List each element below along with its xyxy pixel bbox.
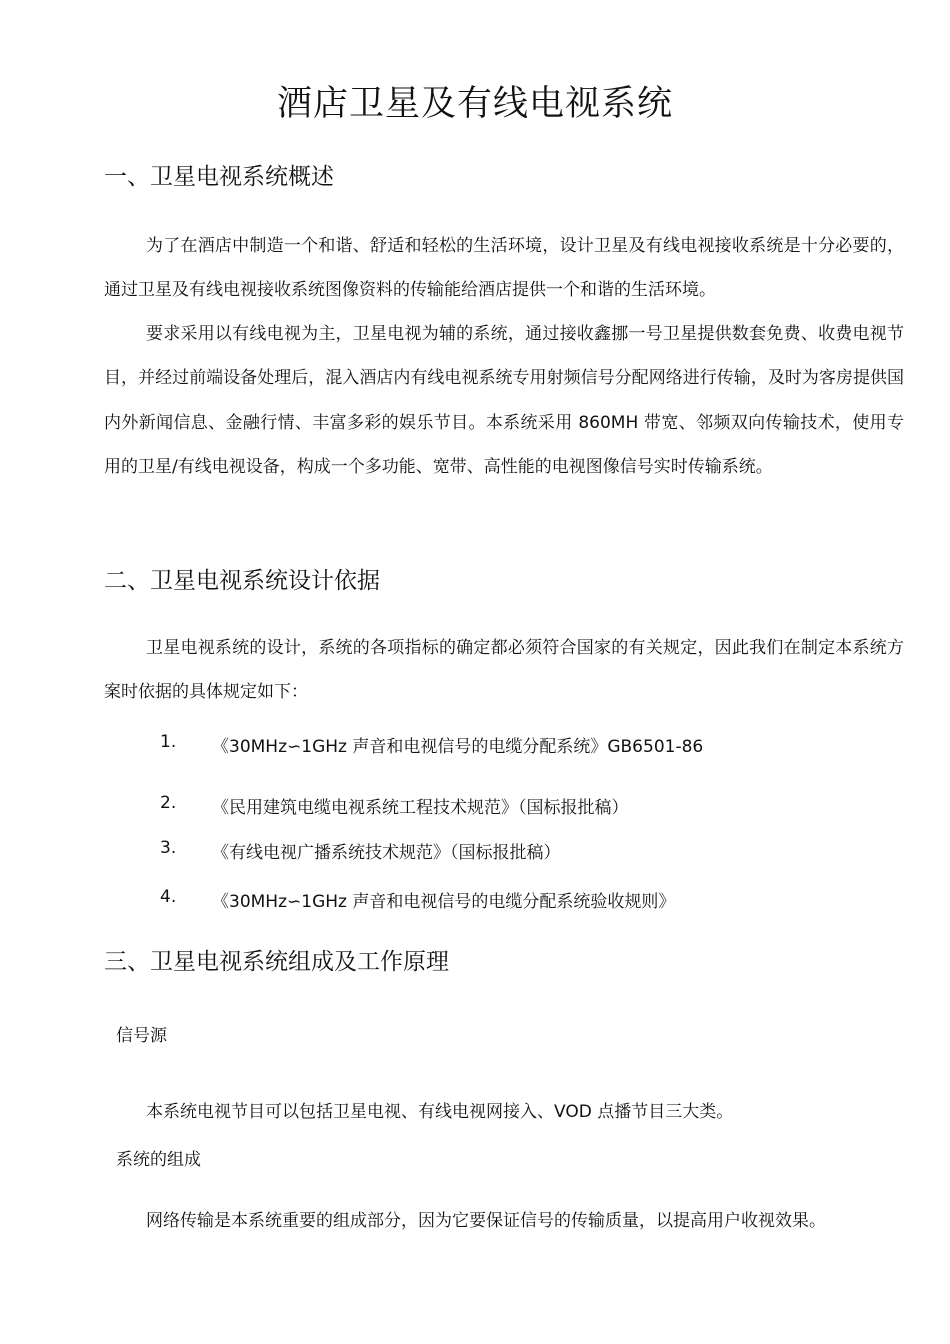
list-item-text: 《30MHz∽1GHz 声音和电视信号的电缆分配系统验收规则》 — [212, 892, 676, 912]
system-composition-paragraph: 网络传输是本系统重要的组成部分，因为它要保证信号的传输质量，以提高用户收视效果。 — [146, 1211, 826, 1231]
list-item — [0, 838, 950, 862]
list-item — [0, 732, 950, 756]
list-item — [0, 793, 950, 817]
section-heading-design-basis: 二、卫星电视系统设计依据 — [104, 568, 380, 594]
signal-source-paragraph: 本系统电视节目可以包括卫星电视、有线电视网接入、VOD 点播节目三大类。 — [146, 1102, 734, 1122]
list-item-text: 《民用建筑电缆电视系统工程技术规范》（国标报批稿） — [212, 798, 629, 818]
section-heading-overview: 一、卫星电视系统概述 — [104, 164, 334, 190]
list-item-number: 1. — [160, 732, 177, 752]
subheading-signal-source: 信号源 — [116, 1026, 167, 1046]
page-title: 酒店卫星及有线电视系统 — [276, 84, 673, 124]
section-heading-composition: 三、卫星电视系统组成及工作原理 — [104, 949, 449, 975]
list-item — [0, 887, 950, 911]
list-item-number: 3. — [160, 838, 177, 858]
list-item-number: 4. — [160, 887, 177, 907]
subheading-system-composition: 系统的组成 — [116, 1150, 201, 1170]
design-basis-paragraph: 卫星电视系统的设计，系统的各项指标的确定都必须符合国家的有关规定，因此我们在制定本系统方案时依据的具体规定如下： — [104, 638, 904, 703]
overview-paragraph-2: 要求采用以有线电视为主，卫星电视为辅的系统，通过接收鑫挪一号卫星提供数套免费、收费电视节目，并经过前端设备处理后，混入酒店内有线电视系统专用射频信号分配网络进行传输，及时为客房提供国内外新闻信息、金融行情、丰富多彩的娱乐节目。本系统采用 860MH 带宽、邻频双向传输技术，使用专用的卫星/有线电视设备，构成一个多功能、宽带、高性能的电视图像信号实时传输系统。 — [104, 324, 904, 477]
list-item-text: 《有线电视广播系统技术规范》（国标报批稿） — [212, 843, 561, 863]
overview-paragraph-1: 为了在酒店中制造一个和谐、舒适和轻松的生活环境，设计卫星及有线电视接收系统是十分必要的，通过卫星及有线电视接收系统图像资料的传输能给酒店提供一个和谐的生活环境。 — [104, 236, 904, 301]
list-item-number: 2. — [160, 793, 177, 813]
list-item-text: 《30MHz∽1GHz 声音和电视信号的电缆分配系统》GB6501-86 — [212, 737, 704, 757]
